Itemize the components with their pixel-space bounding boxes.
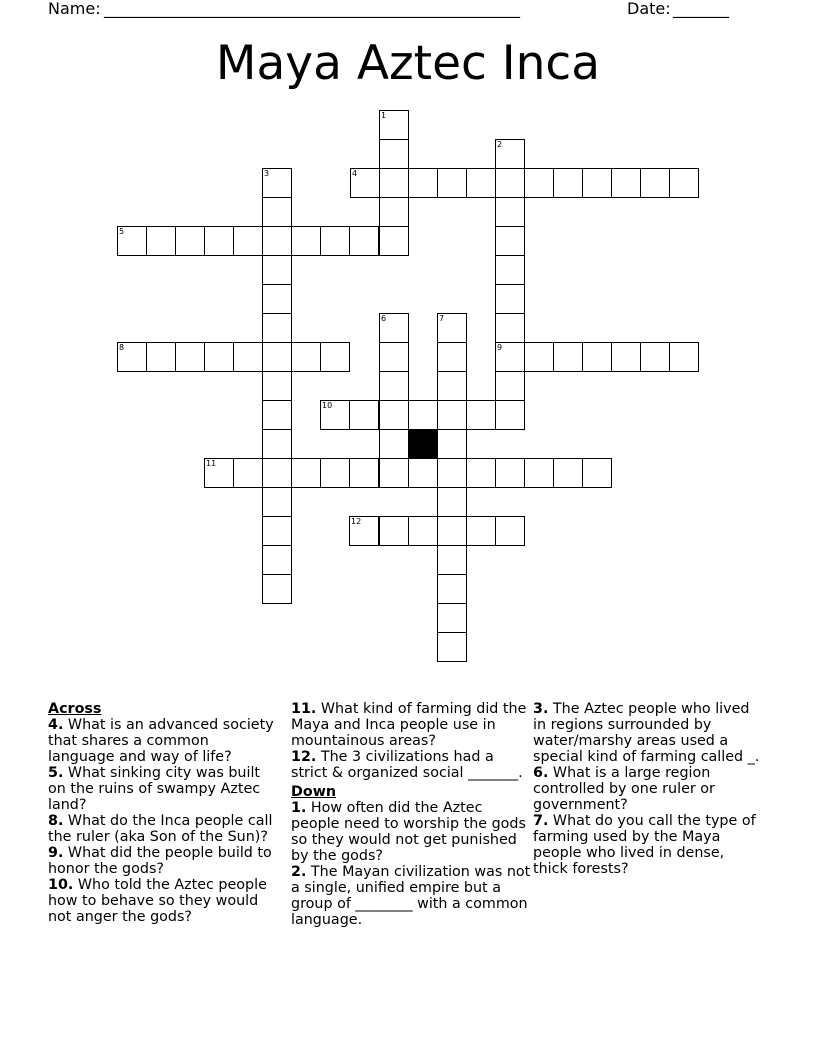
grid-cell[interactable] [466,168,496,198]
grid-cell[interactable] [553,168,583,198]
grid-cell[interactable] [495,226,525,256]
date-label: Date: [627,0,671,18]
grid-cell[interactable] [495,400,525,430]
grid-cell[interactable] [349,458,379,488]
grid-cell[interactable] [379,197,409,227]
clue-number-8: 8 [119,343,125,352]
grid-cell[interactable] [495,516,525,546]
grid-cell[interactable] [495,313,525,343]
grid-cell[interactable] [495,197,525,227]
grid-cell[interactable] [611,168,641,198]
grid-cell[interactable] [379,400,409,430]
grid-cell[interactable] [379,458,409,488]
clue-number-7: 7 [439,314,445,323]
grid-cell[interactable] [204,226,234,256]
clue-down-1: 1. How often did the Aztec people need to worship the gods so they would not get punished by the gods? [291,800,526,864]
clue-number-1: 1 [381,111,387,120]
grid-cell[interactable] [437,516,467,546]
grid-cell[interactable] [524,342,554,372]
grid-cell[interactable] [379,168,409,198]
grid-cell[interactable] [349,226,379,256]
grid-cell[interactable] [175,226,205,256]
grid-cell[interactable] [233,226,263,256]
grid-cell[interactable] [262,313,292,343]
page-title: Maya Aztec Inca [215,36,601,91]
grid-cell[interactable] [466,400,496,430]
grid-cell[interactable] [437,400,467,430]
clue-down-3: 3. The Aztec people who lived in regions surrounded by water/marshy areas used a special kind of farming called _. [533,701,760,765]
clue-number-10: 10 [322,401,333,410]
grid-cell[interactable] [437,574,467,604]
clue-number-4: 4 [352,169,358,178]
clue-number-3: 3 [264,169,270,178]
grid-cell[interactable] [379,371,409,401]
grid-cell[interactable] [640,168,670,198]
grid-cell[interactable] [320,226,350,256]
grid-cell[interactable] [553,342,583,372]
grid-cell[interactable] [262,342,292,372]
grid-cell[interactable] [262,284,292,314]
grid-cell[interactable] [349,400,379,430]
date-blank: _______ [673,0,729,18]
clues-column-3 [533,701,761,877]
grid-cell[interactable] [524,168,554,198]
grid-cell[interactable] [146,342,176,372]
grid-cell[interactable] [669,168,699,198]
grid-cell[interactable] [146,226,176,256]
grid-cell[interactable] [408,400,438,430]
clue-across-11: 11. What kind of farming did the Maya and Inca people use in mountainous areas? [291,701,527,749]
grid-cell[interactable] [175,342,205,372]
grid-cell[interactable] [495,168,525,198]
grid-cell[interactable] [379,516,409,546]
name-blank: ____________________________________________________ [104,0,520,18]
grid-cell[interactable] [262,487,292,517]
grid-cell[interactable] [379,139,409,169]
clues-column-1 [48,701,278,925]
grid-cell-blocked [408,429,438,459]
down-heading: Down [291,784,337,800]
grid-cell[interactable] [495,284,525,314]
grid-cell[interactable] [291,226,321,256]
grid-cell[interactable] [553,458,583,488]
grid-cell[interactable] [262,458,292,488]
grid-cell[interactable] [466,458,496,488]
grid-cell[interactable] [582,458,612,488]
grid-cell[interactable] [262,516,292,546]
grid-cell[interactable] [262,197,292,227]
clue-number-2: 2 [497,140,503,149]
grid-cell[interactable] [262,400,292,430]
clue-across-10: 10. Who told the Aztec people how to behave so they would not anger the gods? [48,877,267,925]
grid-cell[interactable] [379,342,409,372]
clue-down-7: 7. What do you call the type of farming used by the Maya people who lived in dense, thick forests? [533,813,756,877]
grid-cell[interactable] [320,342,350,372]
grid-cell[interactable] [408,168,438,198]
name-label: Name: [48,0,101,18]
grid-cell[interactable] [437,429,467,459]
grid-cell[interactable] [233,458,263,488]
grid-cell[interactable] [262,545,292,575]
clue-across-4: 4. What is an advanced society that shares a common language and way of life? [48,717,274,765]
clues-column-2 [291,701,531,928]
clue-across-5: 5. What sinking city was built on the ruins of swampy Aztec land? [48,765,261,813]
grid-cell[interactable] [262,429,292,459]
grid-cell[interactable] [466,516,496,546]
across-heading: Across [48,701,102,717]
grid-cell[interactable] [611,342,641,372]
grid-cell[interactable] [437,371,467,401]
clue-across-12: 12. The 3 civilizations had a strict & organized social _______. [291,749,523,781]
grid-cell[interactable] [408,458,438,488]
grid-cell[interactable] [379,226,409,256]
grid-cell[interactable] [437,458,467,488]
grid-cell[interactable] [437,603,467,633]
grid-cell[interactable] [640,342,670,372]
grid-cell[interactable] [262,574,292,604]
clue-number-5: 5 [119,227,125,236]
grid-cell[interactable] [437,342,467,372]
grid-cell[interactable] [437,545,467,575]
grid-cell[interactable] [233,342,263,372]
clue-number-9: 9 [497,343,503,352]
grid-cell[interactable] [437,632,467,662]
grid-cell[interactable] [495,371,525,401]
clue-across-9: 9. What did the people build to honor the gods? [48,845,272,877]
clue-number-11: 11 [206,459,217,468]
grid-cell[interactable] [524,458,554,488]
grid-cell[interactable] [379,429,409,459]
clue-down-2: 2. The Mayan civilization was not a single, unified empire but a group of ________ with a common language. [291,864,531,928]
grid-cell[interactable] [437,168,467,198]
grid-cell[interactable] [495,458,525,488]
clue-number-12: 12 [351,517,362,526]
grid-cell[interactable] [582,342,612,372]
grid-cell[interactable] [291,458,321,488]
grid-cell[interactable] [669,342,699,372]
grid-cell[interactable] [262,371,292,401]
clue-across-8: 8. What do the Inca people call the ruler (aka Son of the Sun)? [48,813,273,845]
grid-cell[interactable] [320,458,350,488]
grid-cell[interactable] [262,255,292,285]
grid-cell[interactable] [408,516,438,546]
clue-down-6: 6. What is a large region controlled by one ruler or government? [533,765,715,813]
grid-cell[interactable] [291,342,321,372]
clue-number-6: 6 [381,314,387,323]
grid-cell[interactable] [582,168,612,198]
grid-cell[interactable] [437,487,467,517]
grid-cell[interactable] [262,226,292,256]
grid-cell[interactable] [495,255,525,285]
grid-cell[interactable] [204,342,234,372]
